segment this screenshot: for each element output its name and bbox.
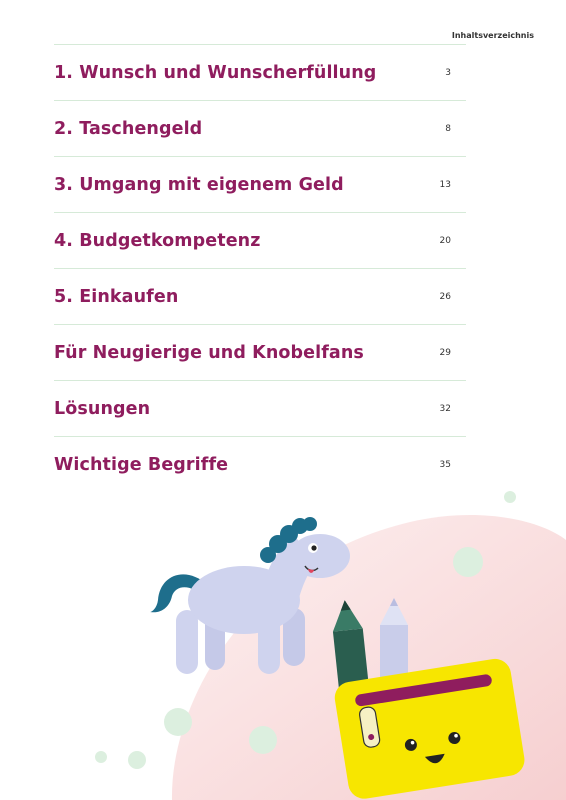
pencils-illustration: [330, 598, 408, 711]
toc-entry-page: 3: [445, 67, 451, 78]
toc-entry-title: 5. Einkaufen: [54, 286, 179, 307]
toc-entry-title: 1. Wunsch und Wunscherfüllung: [54, 62, 377, 83]
table-of-contents: [54, 44, 466, 492]
horse-illustration: [150, 517, 350, 674]
toc-entry[interactable]: [54, 324, 466, 380]
pink-blob-shape: [172, 515, 566, 800]
toc-entry-title: Wichtige Begriffe: [54, 454, 229, 475]
case-eye-icon: [404, 738, 418, 752]
case-eye-icon: [447, 731, 461, 745]
bubble-icon: [504, 491, 516, 503]
toc-entry-page: 29: [439, 347, 451, 358]
toc-entry-title: Für Neugierige und Knobelfans: [54, 342, 364, 363]
horse-head-shape: [290, 534, 350, 578]
horse-leg-shape: [205, 612, 225, 670]
bubble-icon: [95, 751, 107, 763]
toc-entry[interactable]: [54, 436, 466, 492]
case-mouth-icon: [425, 754, 446, 765]
pencil-case-illustration: [332, 657, 526, 800]
horse-neck-shape: [262, 538, 318, 610]
toc-entry-title: 2. Taschengeld: [54, 118, 203, 139]
bubble-icon: [164, 708, 192, 736]
toc-entry-page: 26: [439, 291, 451, 302]
toc-entry[interactable]: [54, 44, 466, 100]
section-header-label: Inhaltsverzeichnis: [451, 31, 534, 40]
toc-entry-page: 8: [445, 123, 451, 134]
horse-eye-icon: [308, 543, 318, 553]
horse-leg-shape: [258, 612, 280, 674]
bubble-icon: [249, 726, 277, 754]
toc-entry-page: 32: [439, 403, 451, 414]
toc-entry-title: 4. Budgetkompetenz: [54, 230, 261, 251]
horse-body-shape: [188, 566, 300, 634]
toc-entry[interactable]: [54, 156, 466, 212]
bubble-decorations: [95, 491, 516, 769]
bubble-icon: [128, 751, 146, 769]
toc-entry-page: 35: [439, 459, 451, 470]
zipper-pull-shape: [359, 706, 381, 748]
horse-mane-shape: [260, 517, 317, 563]
horse-leg-shape: [283, 608, 305, 666]
toc-entry[interactable]: [54, 100, 466, 156]
toc-entry[interactable]: [54, 212, 466, 268]
horse-leg-shape: [176, 610, 198, 674]
toc-entry-title: Lösungen: [54, 398, 151, 419]
pencil-green-shape: [333, 628, 371, 711]
bubble-icon: [453, 547, 483, 577]
pencil-lilac-shape: [380, 625, 408, 705]
toc-entry[interactable]: [54, 268, 466, 324]
horse-mouth-icon: [305, 566, 318, 570]
toc-entry-page: 13: [439, 179, 451, 190]
zipper-shape: [354, 674, 492, 707]
pencil-case-shape: [332, 657, 526, 800]
horse-tail-shape: [150, 574, 208, 612]
toc-entry-page: 20: [439, 235, 451, 246]
toc-entry-title: 3. Umgang mit eigenem Geld: [54, 174, 344, 195]
toc-entry[interactable]: [54, 380, 466, 436]
